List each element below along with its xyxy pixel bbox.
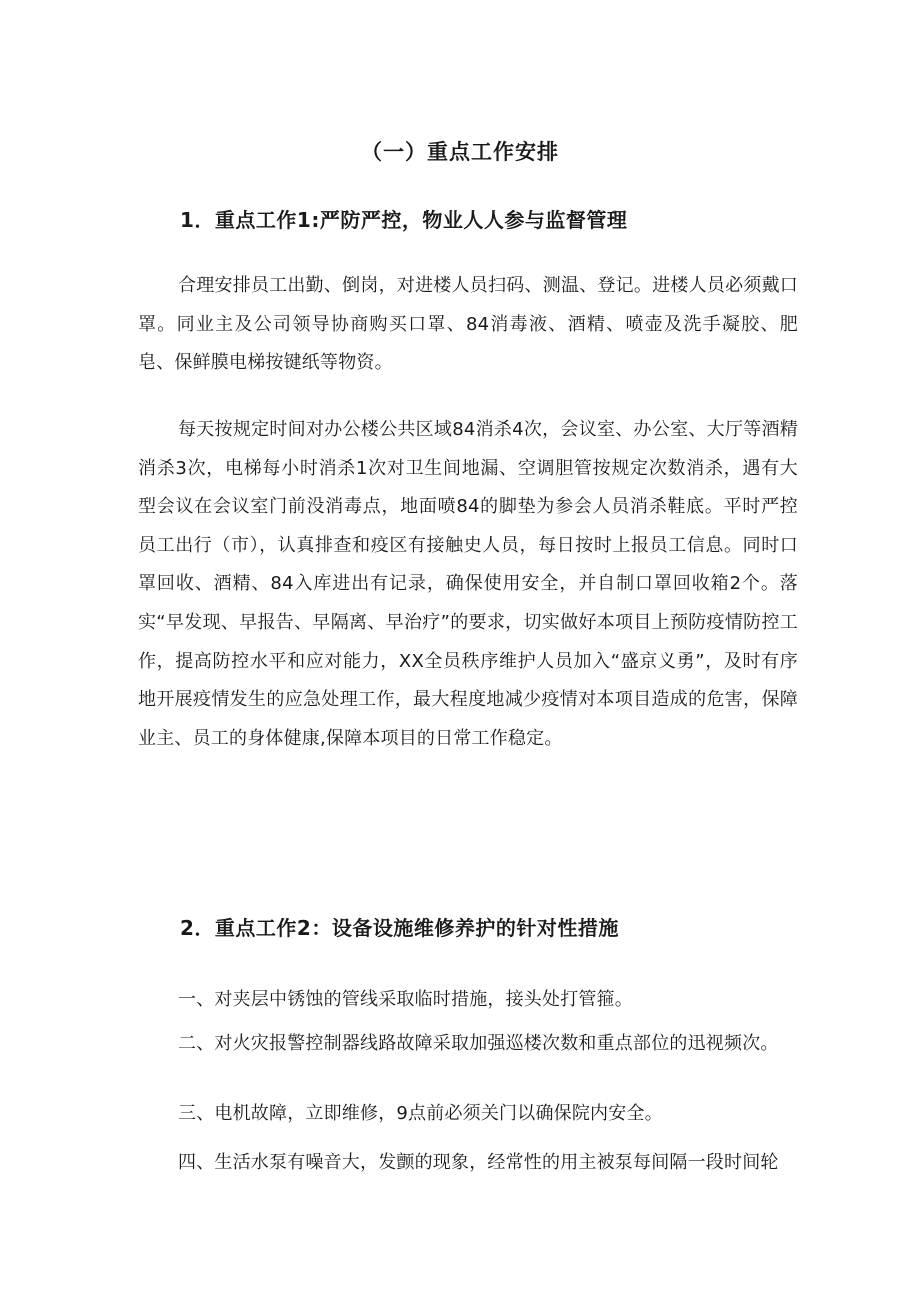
work2-item-3: 三、电机故障，立即维修，9点前必须关门以确保院内安全。 bbox=[178, 1103, 663, 1124]
work2-item-2: 二、对火灾报警控制器线路故障采取加强巡楼次数和重点部位的迅视频次。 bbox=[178, 1033, 779, 1054]
work-heading-2: 2．重点工作2：设备设施维修养护的针对性措施 bbox=[180, 916, 619, 940]
work2-item-4: 四、生活水泵有噪音大，发颤的现象，经常性的用主被泵每间隔一段时间轮 bbox=[178, 1152, 779, 1173]
work-heading-1: 1．重点工作1:严防严控，物业人人参与监督管理 bbox=[180, 208, 628, 232]
work1-paragraph-2: 每天按规定时间对办公楼公共区域84消杀4次，会议室、办公室、大厅等酒精消杀3次，电梯每小时消杀1次对卫生间地漏、空调胆管按规定次数消杀，遇有大型会议在会议室门前没消毒点，地面喷84的脚垫为参会人员消杀鞋底。平时严控员工出行（市），认真排查和疫区有接触史人员，每日按时上报员工信息。同时口罩回收、酒精、84入库进出有记录，确保使用安全，并自制口罩回收箱2个。落实“早发现、早报告、早隔离、早治疗”的要求，切实做好本项目上预防疫情防控工作，提高防控水平和应对能力，XX全员秩序维护人员加入“盛京义勇”，及时有序地开展疫情发生的应急处理工作，最大程度地减少疫情对本项目造成的危害，保障业主、员工的身体健康,保障本项目的日常工作稳定。 bbox=[138, 419, 798, 749]
work2-item-1: 一、对夹层中锈蚀的管线采取临时措施，接头处打管箍。 bbox=[178, 989, 633, 1010]
work1-paragraph-1: 合理安排员工出勤、倒岗，对进楼人员扫码、测温、登记。进楼人员必须戴口罩。同业主及公司领导协商购买口罩、84消毒液、酒精、喷壶及洗手凝胶、肥皂、保鲜膜电梯按键纸等物资。 bbox=[138, 275, 798, 374]
section-title: （一）重点工作安排 bbox=[361, 140, 559, 164]
